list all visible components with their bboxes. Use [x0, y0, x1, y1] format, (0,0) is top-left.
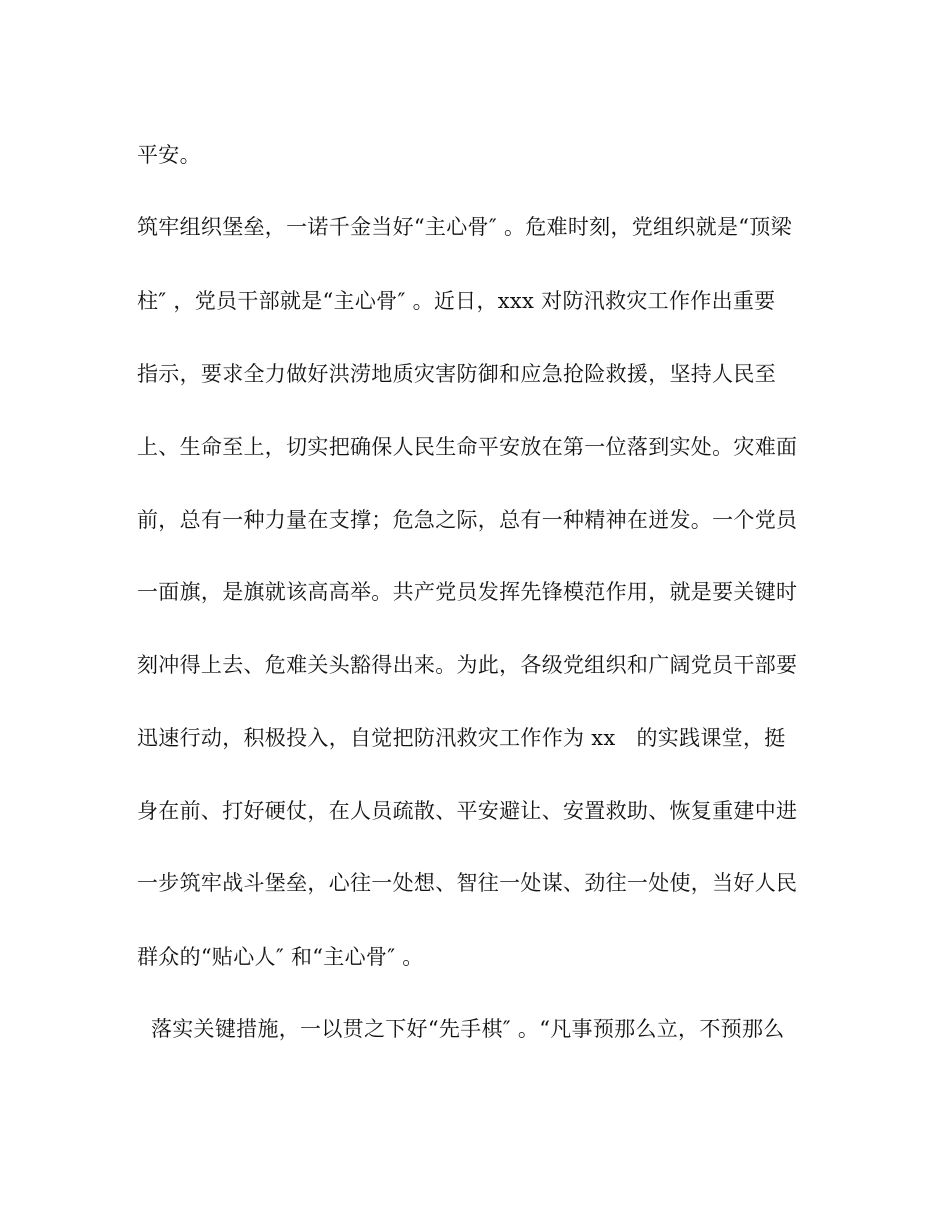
- text-line-6: 前，总有一种力量在支撑；危急之际，总有一种精神在迸发。一个党员: [137, 508, 798, 532]
- text-line-5: 上、生命至上，切实把确保人民生命平安放在第一位落到实处。灾难面: [137, 435, 798, 459]
- text-line-8: 刻冲得上去、危难关头豁得出来。为此，各级党组织和广阔党员干部要: [137, 653, 798, 677]
- text-line-1: 平安。: [137, 143, 201, 167]
- text-line-7: 一面旗，是旗就该高高举。共产党员发挥先锋模范作用，就是要关键时: [137, 580, 798, 604]
- text-line-12: 群众的“贴心人″ 和“主心骨″ 。: [137, 945, 424, 969]
- text-line-4: 指示，要求全力做好洪涝地质灾害防御和应急抢险救援，坚持人民至: [137, 362, 776, 386]
- text-line-11: 一步筑牢战斗堡垒，心往一处想、智往一处谋、劲往一处使，当好人民: [137, 871, 798, 895]
- text-line-13: 落实关键措施，一以贯之下好“先手棋″ 。“凡事预那么立，不预那么: [137, 1017, 785, 1041]
- text-line-10: 身在前、打好硬仗，在人员疏散、平安避让、安置救助、恢复重建中进: [137, 799, 798, 823]
- text-line-2: 筑牢组织堡垒，一诺千金当好“主心骨″ 。危难时刻，党组织就是“顶梁: [137, 215, 792, 239]
- text-line-3: 柱″ ，党员干部就是“主心骨″ 。近日，xxx 对防汛救灾工作作出重要: [137, 289, 776, 313]
- text-line-9: 迅速行动，积极投入，自觉把防汛救灾工作作为 xx 的实践课堂，挺: [137, 726, 786, 750]
